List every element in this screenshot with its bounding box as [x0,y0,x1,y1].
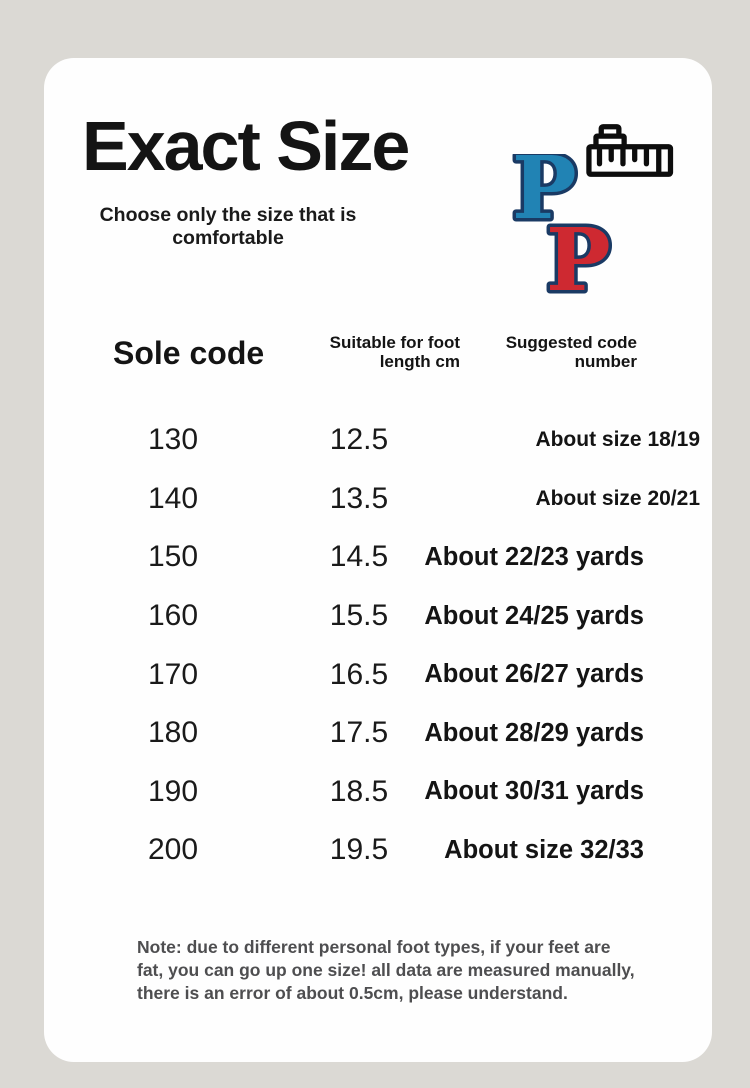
table-cell-sole-code: 150 [147,540,199,574]
table-cell-suggested: About size 32/33 [444,835,644,864]
column-header-sole-code: Sole code [113,335,265,371]
table-cell-suggested: About 24/25 yards [424,601,644,630]
table-cell-suggested: About 22/23 yards [424,542,644,571]
subtitle-line-2: comfortable [172,226,284,249]
note-text [137,936,677,1004]
size-chart-card [44,58,712,1062]
note-line: there is an error of about 0.5cm, please understand. [137,982,568,1003]
table-row [44,528,712,587]
table-cell-sole-code: 180 [147,716,199,750]
logo-letter-p-blue: P [512,154,577,239]
logo-letter-p-red: P [546,210,611,302]
table-cell-sole-code: 130 [147,423,199,457]
table-cell-suggested: About 30/31 yards [424,777,644,806]
table-cell-foot-length-cm: 16.5 [329,657,389,691]
table-cell-foot-length-cm: 12.5 [329,423,389,457]
column-header-foot-length [330,334,460,371]
column-header-suggested-code [506,334,637,371]
subtitle-line-1: Choose only the size that is [99,204,357,226]
table-cell-foot-length-cm: 18.5 [329,774,389,808]
page-title: Exact Size [82,107,409,185]
table-row [44,645,712,704]
table-cell-suggested: About 26/27 yards [424,660,644,689]
page-subtitle [58,204,398,249]
table-cell-sole-code: 200 [147,833,199,867]
table-cell-suggested: About size 18/19 [535,428,700,452]
table-row [44,470,712,529]
table-row [44,821,712,880]
table-row [44,587,712,646]
table-row [44,763,712,822]
table-cell-foot-length-cm: 19.5 [329,833,389,867]
column-header-suggested-code-line-2: number [574,351,637,371]
table-cell-sole-code: 160 [147,599,199,633]
table-cell-sole-code: 170 [147,657,199,691]
table-cell-sole-code: 140 [147,481,199,515]
table-cell-suggested: About size 20/21 [535,486,700,510]
table-cell-foot-length-cm: 13.5 [329,481,389,515]
table-cell-foot-length-cm: 14.5 [329,540,389,574]
table-row [44,411,712,470]
column-header-foot-length-line-2: length cm [379,351,460,371]
note-line: Note: due to different personal foot types, if your feet are [137,937,611,957]
size-table-rows [44,411,712,880]
table-cell-suggested: About 28/29 yards [424,718,644,747]
table-cell-foot-length-cm: 17.5 [329,716,389,750]
column-header-foot-length-line-1: Suitable for foot [329,333,460,352]
brand-logo-pp [512,154,616,302]
table-cell-foot-length-cm: 15.5 [329,599,389,633]
column-header-suggested-code-line-1: Suggested code [505,333,637,352]
table-row [44,704,712,763]
table-cell-sole-code: 190 [147,774,199,808]
note-line: fat, you can go up one size! all data are measured manually, [137,959,635,980]
